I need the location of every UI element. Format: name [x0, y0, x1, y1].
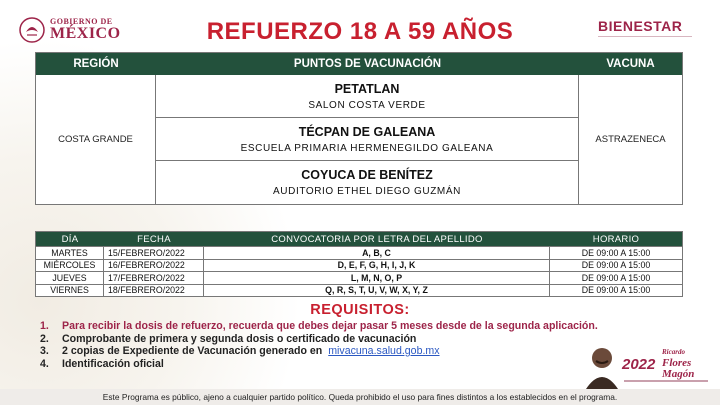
- day-cell: MIÉRCOLES: [36, 260, 104, 272]
- day-cell: MARTES: [36, 247, 104, 259]
- list-item: [40, 358, 600, 371]
- day-cell: JUEVES: [36, 272, 104, 284]
- badge-underline: [624, 380, 708, 382]
- date-cell: 15/FEBRERO/2022: [104, 247, 204, 259]
- vaccine-cell: ASTRAZENECA: [595, 134, 666, 145]
- table-row: [36, 271, 682, 284]
- point-place: AUDITORIO ETHEL DIEGO GUZMÁN: [273, 186, 461, 197]
- header-region: REGIÓN: [73, 58, 119, 70]
- item-text: Para recibir la dosis de refuerzo, recuerda que debes dejar pasar 5 meses desde de la segunda aplicación.: [62, 320, 598, 332]
- item-text: 2 copias de Expediente de Vacunación generado en: [62, 345, 323, 357]
- requirements-list: [40, 320, 600, 370]
- table-header-row: [36, 53, 682, 75]
- header-hours: HORARIO: [592, 233, 640, 245]
- list-item: [40, 345, 600, 358]
- mivacuna-link[interactable]: mivacuna.salud.gob.mx: [328, 345, 440, 357]
- flores-magon-badge: [582, 343, 712, 389]
- header-points: PUNTOS DE VACUNACIÓN: [293, 58, 442, 70]
- point-name: COYUCA DE BENÍTEZ: [301, 168, 433, 182]
- badge-name-line2: Flores: [662, 357, 692, 369]
- table-row: [36, 284, 682, 297]
- item-number: 1.: [40, 320, 49, 332]
- portrait-icon: [582, 343, 622, 389]
- hours-cell: DE 09:00 A 15:00: [581, 272, 651, 283]
- item-number: 4.: [40, 357, 49, 370]
- item-number: 2.: [40, 332, 49, 345]
- date-cell: 16/FEBRERO/2022: [104, 260, 204, 272]
- badge-name-line1: Ricardo: [662, 348, 685, 356]
- bienestar-name: BIENESTAR: [598, 18, 683, 34]
- header-date: FECHA: [137, 233, 171, 245]
- letters-cell: Q, R, S, T, U, V, W, X, Y, Z: [204, 285, 550, 297]
- header-vaccine: VACUNA: [606, 58, 655, 70]
- bienestar-subline: [598, 36, 692, 39]
- point-cell: [156, 75, 579, 118]
- bienestar-logo: [598, 18, 698, 39]
- page-title: REFUERZO 18 A 59 AÑOS: [206, 18, 514, 45]
- point-name: TÉCPAN DE GALEANA: [298, 124, 436, 139]
- hours-cell: DE 09:00 A 15:00: [581, 260, 651, 271]
- day-cell: VIERNES: [36, 285, 104, 297]
- hours-cell: DE 09:00 A 15:00: [581, 285, 651, 296]
- schedule-table: [35, 231, 683, 297]
- list-item: [40, 320, 600, 333]
- date-cell: 18/FEBRERO/2022: [104, 285, 204, 297]
- schedule-header-row: [36, 232, 682, 246]
- point-cell: [156, 161, 579, 204]
- gov-line1: GOBIERNO DE: [50, 17, 113, 26]
- item-text: Identificación oficial: [62, 357, 164, 370]
- point-place: ESCUELA PRIMARIA HERMENEGILDO GALEANA: [240, 142, 494, 154]
- footer-disclaimer: Este Programa es público, ajeno a cualquier partido político. Queda prohibido el uso para fines distintos a los establecidos en el programa.: [0, 389, 720, 405]
- point-place: SALON COSTA VERDE: [308, 99, 426, 111]
- header-day: DÍA: [61, 233, 79, 245]
- item-text: Comprobante de primera y segunda dosis o certificado de vacunación: [62, 332, 417, 345]
- badge-year: 2022: [622, 356, 656, 373]
- region-cell: COSTA GRANDE: [36, 75, 156, 204]
- requirements-title: REQUISITOS:: [310, 302, 410, 318]
- header-letters: CONVOCATORIA POR LETRA DEL APELLIDO: [271, 233, 483, 245]
- badge-name-line3: Magón: [662, 368, 695, 380]
- item-number: 3.: [40, 345, 49, 357]
- point-cell: [156, 118, 579, 161]
- letters-cell: D, E, F, G, H, I, J, K: [204, 260, 550, 272]
- date-cell: 17/FEBRERO/2022: [104, 272, 204, 284]
- badge-name: [662, 347, 694, 380]
- letters-cell: L, M, N, O, P: [204, 272, 550, 284]
- table-row: [36, 259, 682, 272]
- letters-cell: A, B, C: [204, 247, 550, 259]
- point-name: PETATLAN: [334, 81, 400, 96]
- table-row: [36, 246, 682, 259]
- list-item: [40, 333, 600, 346]
- vaccination-points-table: [35, 52, 683, 205]
- gov-line2: MÉXICO: [50, 25, 121, 42]
- hours-cell: DE 09:00 A 15:00: [581, 247, 651, 258]
